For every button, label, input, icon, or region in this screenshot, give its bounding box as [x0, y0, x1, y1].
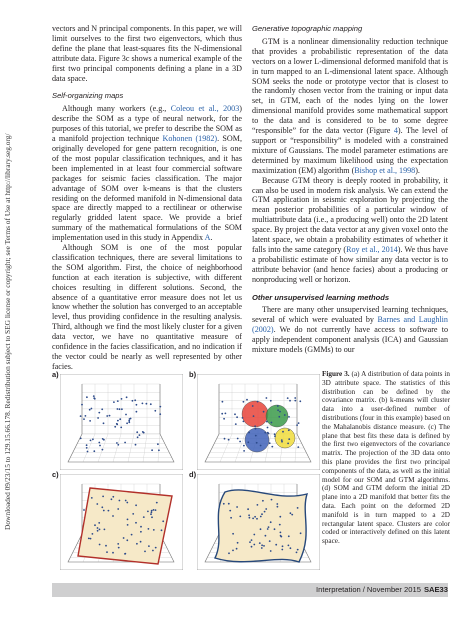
data-point	[268, 526, 270, 528]
data-point	[228, 439, 230, 441]
data-point	[298, 422, 300, 424]
data-point	[296, 424, 298, 426]
journal-name: Interpretation	[316, 585, 361, 594]
data-point	[235, 423, 237, 425]
data-point	[112, 496, 114, 498]
data-point	[96, 503, 98, 505]
data-point	[88, 538, 90, 540]
data-point	[262, 500, 264, 502]
data-point	[248, 432, 250, 434]
data-point	[266, 397, 268, 399]
data-point	[269, 442, 271, 444]
data-point	[232, 550, 234, 552]
data-point	[134, 399, 136, 401]
data-point	[289, 400, 291, 402]
data-point	[266, 421, 268, 423]
data-point	[288, 438, 290, 440]
data-point	[101, 506, 103, 508]
data-point	[261, 544, 263, 546]
data-point	[279, 524, 281, 526]
data-point	[162, 520, 164, 522]
data-point	[98, 412, 100, 414]
data-point	[124, 553, 126, 555]
data-point	[136, 404, 138, 406]
data-point	[151, 449, 153, 451]
data-point	[126, 396, 128, 398]
data-point	[279, 411, 281, 413]
data-point	[223, 503, 225, 505]
data-point	[253, 415, 255, 417]
data-point	[243, 450, 245, 452]
data-point	[267, 528, 269, 530]
data-point	[124, 442, 126, 444]
panel-d-manifold	[197, 474, 320, 570]
data-point	[256, 518, 258, 520]
data-point	[98, 442, 100, 444]
data-point	[92, 533, 94, 535]
data-point	[150, 403, 152, 405]
data-point	[99, 544, 101, 546]
citation-link[interactable]: Kohonen (1982)	[162, 134, 218, 144]
data-point	[80, 415, 82, 417]
data-point	[136, 411, 138, 413]
figure-caption: Figure 3. (a) A distribution of data points in 3D attribute space. The statistics of this distribution can be defined by the covariance matrix. (b) k-means will cluster data into a user-defined number of distributions (four in this example) based on the Mahalanobis distance measure. (c) The plane that best fits these data is defined by the first two eigenvectors of the covariance matrix. The projection of the 3D data onto this plane provides the first two principal components of the data, as well as the initial model for our SOM and GTM algorithms. (d) SOM and GTM deform the initial 2D plane into a 2D manifold that better fits the data. Each point on the deformed 2D manifold is in turn mapped to a 2D rectangular latent space. Clusters are color coded or interactively defined on this latent space.	[322, 370, 450, 546]
data-point	[252, 405, 254, 407]
data-point	[99, 445, 101, 447]
right-column	[252, 24, 448, 355]
data-point	[89, 420, 91, 422]
data-point	[114, 426, 116, 428]
cluster-ellipse	[245, 428, 269, 452]
data-point	[142, 431, 144, 433]
data-point	[271, 499, 273, 501]
data-point	[137, 436, 139, 438]
data-point	[155, 547, 157, 549]
data-point	[222, 401, 224, 403]
data-point	[263, 545, 265, 547]
data-point	[136, 543, 138, 545]
data-point	[91, 497, 93, 499]
data-point	[249, 517, 251, 519]
data-point	[232, 533, 234, 535]
data-point	[264, 432, 266, 434]
data-point	[108, 510, 110, 512]
data-point	[282, 431, 284, 433]
data-point	[300, 532, 302, 534]
data-point	[288, 535, 290, 537]
data-point	[123, 537, 125, 539]
data-point	[86, 444, 88, 446]
appendix-link[interactable]: A	[204, 233, 211, 243]
scatter-plot-3d	[60, 374, 183, 470]
data-point	[261, 513, 263, 515]
data-point	[104, 529, 106, 531]
citation-link[interactable]: Coleou et al., 2003	[170, 104, 240, 114]
data-point	[280, 536, 282, 538]
data-point	[126, 422, 128, 424]
data-point	[230, 517, 232, 519]
data-point	[144, 551, 146, 553]
data-point	[142, 403, 144, 405]
data-point	[103, 422, 105, 424]
data-point	[239, 441, 241, 443]
data-point	[265, 508, 267, 510]
data-point	[103, 510, 105, 512]
data-point	[127, 524, 129, 526]
paragraph: GTM is a nonlinear dimensionality reduction technique that provides a probabilistic representation of the data vectors on a lower L-dimensional deformed manifold that is in turn mapped to an L-dimensional latent space. Although SOM seeks the node or prototype vector that is closest to the randomly chosen vector from the training or input data set, in GTM, each of the nodes lying on the lower dimensional manifold provides some mathematical support to the data and is considered to be to some degree “responsible” for the data vector (Figure 4). The level of support or “responsibility” is modeled with a constrained mixture of Gaussians. The model parameter estimations are determined by maximum likelihood using the expectation maximization (EM) algorithm (Bishop et al., 1998).	[252, 36, 449, 175]
data-point	[143, 516, 145, 518]
data-point	[154, 410, 156, 412]
data-point	[270, 400, 272, 402]
cluster-ellipse	[275, 428, 295, 448]
data-point	[255, 428, 257, 430]
data-point	[236, 416, 238, 418]
pca-plane-plot	[60, 474, 183, 570]
data-point	[296, 552, 298, 554]
panel-c-plane	[60, 474, 183, 570]
data-point	[117, 444, 119, 446]
data-point	[277, 506, 279, 508]
data-point	[148, 528, 150, 530]
figure-link[interactable]: 4	[393, 126, 398, 136]
paragraph: Although many workers (e.g., Coleou et al., 2003) describe the SOM as a type of neural network, for the purposes of this tutorial, we prefer to describe the SOM as a manifold projection technique Kohonen (1982). SOM, originally developed for gene pattern recognition, is one of the most popular classification techniques, and it has been implemented in at least four commercial software packages for seismic facies classification. The major advantage of SOM over k-means is that the clusters residing on the deformed manifold in N-dimensional data space are directly mapped to a rectilinear or otherwise regularly gridded latent space. We provide a brief summary of the mathematical formulations of the SOM implementation used in this study in Appendix A.	[52, 104, 242, 243]
data-point	[89, 409, 91, 411]
data-point	[90, 538, 92, 540]
data-point	[253, 544, 255, 546]
data-point	[242, 417, 244, 419]
data-point	[265, 535, 267, 537]
data-point	[140, 531, 142, 533]
data-point	[253, 534, 255, 536]
data-point	[251, 539, 253, 541]
data-point	[93, 395, 95, 397]
data-point	[121, 398, 123, 400]
paragraph: There are many other unsupervised learning techniques, several of which were evaluated by Barnes and Laughlin (2002). We do not currently have access to software to apply independent component analysis (ICA) and Gaussian mixture models (GMMs) to our	[252, 305, 448, 355]
data-point	[140, 526, 142, 528]
data-point	[269, 540, 271, 542]
data-point	[255, 435, 257, 437]
data-point	[153, 529, 155, 531]
data-point	[109, 415, 111, 417]
data-point	[239, 516, 241, 518]
data-point	[101, 408, 103, 410]
data-point	[237, 542, 239, 544]
data-point	[274, 528, 276, 530]
data-point	[83, 418, 85, 420]
data-point	[274, 435, 276, 437]
data-point	[297, 446, 299, 448]
data-point	[225, 413, 227, 415]
data-point	[254, 516, 256, 518]
data-point	[116, 442, 118, 444]
data-point	[86, 396, 88, 398]
download-notice: Downloaded 09/23/15 to 129.15.66.178. Redistribution subject to SEG license or copyright; see Terms of Use at http://library.seg.org/	[3, 133, 12, 530]
data-point	[92, 438, 94, 440]
data-point	[117, 543, 119, 545]
data-point	[125, 500, 127, 502]
data-point	[159, 406, 161, 408]
data-point	[257, 401, 259, 403]
data-point	[102, 496, 104, 498]
pca-plane	[78, 488, 172, 564]
data-point	[93, 450, 95, 452]
data-point	[117, 408, 119, 410]
data-point	[81, 404, 83, 406]
data-point	[128, 421, 130, 423]
data-point	[294, 400, 296, 402]
section-heading-gtm: Generative topographic mapping	[252, 24, 363, 33]
data-point	[271, 422, 273, 424]
data-point	[155, 509, 157, 511]
data-point	[275, 544, 277, 546]
data-point	[106, 415, 108, 417]
data-point	[105, 545, 107, 547]
deformed-manifold-plot	[197, 474, 320, 570]
section-heading-other: Other unsupervised learning methods	[252, 292, 390, 302]
data-point	[97, 530, 99, 532]
data-point	[243, 401, 245, 403]
data-point	[116, 423, 118, 425]
data-point	[288, 429, 290, 431]
data-point	[151, 511, 153, 513]
data-point	[125, 414, 127, 416]
data-point	[297, 549, 299, 551]
paragraph: vectors and N principal components. In this paper, we will limit ourselves to the first two eigenvectors, which thus define the plane that least-squares fits the N-dimensional attribute data. Figure 3c shows a numerical example of the first two principal components defining a plane in a 3D data space.	[52, 24, 242, 83]
data-point	[120, 427, 122, 429]
data-point	[117, 508, 119, 510]
page-footer: Interpretation / November 2015 SAE33	[316, 585, 448, 594]
data-point	[249, 541, 251, 543]
data-point	[221, 413, 223, 415]
data-point	[121, 408, 123, 410]
data-point	[268, 433, 270, 435]
data-point	[259, 542, 261, 544]
data-point	[158, 449, 160, 451]
data-point	[126, 539, 128, 541]
data-point	[248, 514, 250, 516]
kmeans-cluster-plot	[197, 374, 320, 470]
data-point	[287, 397, 289, 399]
data-point	[151, 516, 153, 518]
data-point	[281, 549, 283, 551]
data-point	[252, 518, 254, 520]
data-point	[90, 440, 92, 442]
paragraph: Although SOM is one of the most popular classification techniques, there are several limitations to the SOM algorithm. First, the choice of neighborhood function at each iteration is subjective, with different choices resulting in different solutions. Second, the absence of a quantitative error measure does not let us know whether the solution has converged to an acceptable level, thus providing confidence in the resulting analysis. Third, although we find the most likely cluster for a given data vector, we have no quantitative measure of confidence in the facies classification, and no indication if the vector could be nearly as well represented by other facies.	[52, 243, 242, 371]
data-point	[159, 413, 161, 415]
data-point	[236, 548, 238, 550]
data-point	[135, 504, 137, 506]
deformed-manifold	[215, 490, 307, 562]
data-point	[247, 441, 249, 443]
data-point	[264, 511, 266, 513]
data-point	[118, 547, 120, 549]
data-point	[139, 434, 141, 436]
data-point	[277, 409, 279, 411]
page-number: SAE33	[423, 585, 448, 594]
data-point	[261, 547, 263, 549]
data-point	[119, 418, 121, 420]
data-point	[106, 551, 108, 553]
data-point	[284, 414, 286, 416]
data-point	[243, 445, 245, 447]
data-point	[280, 532, 282, 534]
cluster-ellipse	[242, 401, 268, 427]
data-point	[228, 503, 230, 505]
citation-link[interactable]: Bishop et al., 1998	[354, 165, 416, 175]
data-point	[224, 438, 226, 440]
data-point	[146, 403, 148, 405]
panel-label-d: d)	[189, 470, 197, 479]
data-point	[246, 399, 248, 401]
data-point	[130, 418, 132, 420]
panel-label-c: c)	[52, 470, 59, 479]
data-point	[151, 510, 153, 512]
data-point	[271, 446, 273, 448]
citation-link[interactable]: Barnes and Laughlin (2002)	[252, 315, 448, 335]
panel-b-kmeans	[197, 374, 320, 470]
section-heading-som: Self-organizing maps	[52, 91, 124, 101]
citation-link[interactable]: Roy et al., 2014	[346, 244, 398, 254]
data-point	[153, 509, 155, 511]
data-point	[98, 522, 100, 524]
data-point	[294, 397, 296, 399]
data-point	[80, 438, 82, 440]
data-point	[267, 427, 269, 429]
panel-label-a: a)	[52, 370, 59, 379]
data-point	[290, 547, 292, 549]
paragraph: Because GTM theory is deeply rooted in probability, it can also be used in modern risk analysis. We can extend the GTM application in seismic exploration by projecting the mean posterior probabilities of a particular window of multiattribute data (i.e., a producing well) onto the 2D latent space. By project the data vector at any given voxel onto the latent space, we obtain a probability estimates of whether it falls into the same category (Roy et al., 2014). We thus have a probabilistic estimate of how similar any data vector is to attribute behavior (and hence facies) about a producing or nonproducing well or horizon.	[252, 175, 449, 284]
data-point	[85, 415, 87, 417]
data-point	[288, 416, 290, 418]
data-point	[86, 447, 88, 449]
data-point	[270, 550, 272, 552]
panel-frame	[60, 374, 183, 470]
data-point	[279, 516, 281, 518]
data-point	[147, 511, 149, 513]
data-point	[117, 400, 119, 402]
data-point	[254, 425, 256, 427]
data-point	[270, 521, 272, 523]
data-point	[132, 513, 134, 515]
data-point	[274, 433, 276, 435]
data-point	[117, 420, 119, 422]
data-point	[276, 503, 278, 505]
panel-a-scatter	[60, 374, 183, 470]
data-point	[126, 502, 128, 504]
cluster-ellipse	[266, 405, 288, 427]
data-point	[135, 522, 137, 524]
data-point	[87, 451, 89, 453]
data-point	[299, 400, 301, 402]
data-point	[236, 506, 238, 508]
data-point	[234, 413, 236, 415]
data-point	[136, 431, 138, 433]
data-point	[102, 449, 104, 451]
data-point	[148, 545, 150, 547]
data-point	[99, 529, 101, 531]
data-point	[223, 418, 225, 420]
data-point	[281, 439, 283, 441]
data-point	[278, 416, 280, 418]
issue-date: November 2015	[366, 585, 421, 594]
data-point	[119, 408, 121, 410]
data-point	[113, 401, 115, 403]
data-point	[257, 504, 259, 506]
data-point	[97, 527, 99, 529]
data-point	[229, 510, 231, 512]
data-point	[297, 507, 299, 509]
data-point	[161, 529, 163, 531]
left-column	[52, 24, 242, 372]
data-point	[93, 397, 95, 399]
data-point	[256, 442, 258, 444]
data-point	[152, 550, 154, 552]
data-point	[119, 500, 121, 502]
data-point	[128, 420, 130, 422]
data-point	[277, 405, 279, 407]
data-point	[102, 438, 104, 440]
data-point	[111, 498, 113, 500]
data-point	[260, 528, 262, 530]
data-point	[156, 502, 158, 504]
data-point	[282, 545, 284, 547]
data-point	[288, 545, 290, 547]
data-point	[228, 552, 230, 554]
panel-label-b: b)	[189, 370, 197, 379]
data-point	[97, 417, 99, 419]
caption-label: Figure 3.	[322, 370, 350, 378]
data-point	[290, 512, 292, 514]
data-point	[287, 443, 289, 445]
data-point	[94, 524, 96, 526]
data-point	[135, 444, 137, 446]
data-point	[83, 509, 85, 511]
data-point	[281, 441, 283, 443]
data-point	[247, 508, 249, 510]
data-point	[291, 514, 293, 516]
data-point	[260, 516, 262, 518]
data-point	[243, 421, 245, 423]
data-point	[260, 445, 262, 447]
data-point	[127, 519, 129, 521]
data-point	[91, 408, 93, 410]
data-point	[157, 443, 159, 445]
data-point	[237, 438, 239, 440]
data-point	[251, 546, 253, 548]
data-point	[132, 400, 134, 402]
data-point	[263, 411, 265, 413]
data-point	[140, 541, 142, 543]
data-point	[131, 534, 133, 536]
data-point	[112, 552, 114, 554]
data-point	[112, 515, 114, 517]
data-point	[150, 513, 152, 515]
